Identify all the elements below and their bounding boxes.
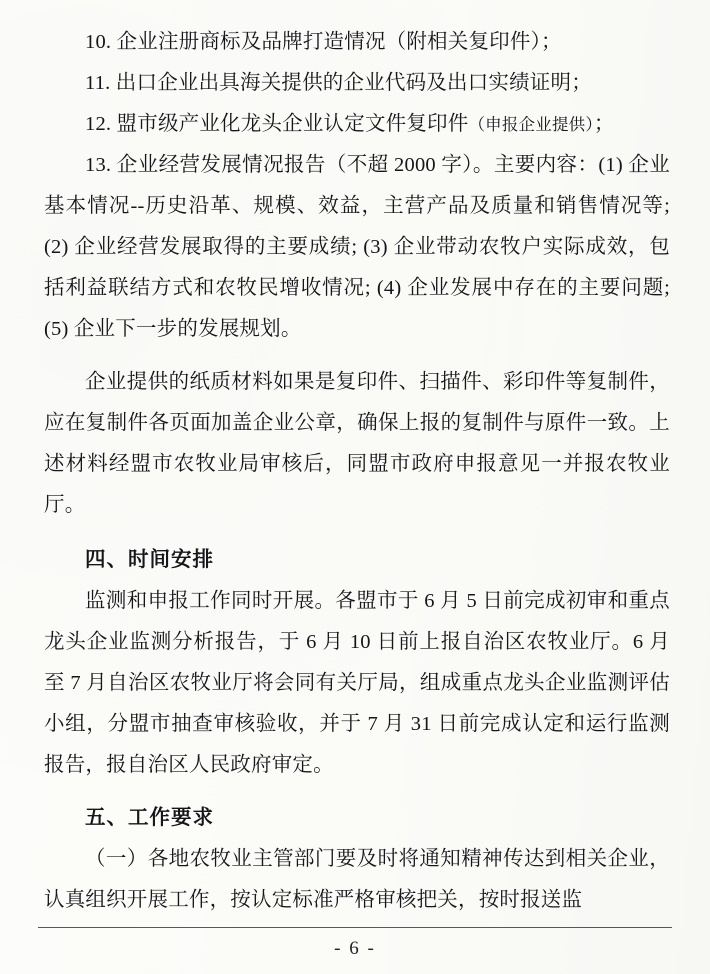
spacer [44,786,670,798]
spacer [44,526,670,540]
list-item-suffix: ； [593,113,615,135]
list-item [44,104,670,145]
paragraph: （一）各地农牧业主管部门要及时将通知精神传达到相关企业，认真组织开展工作，按认定标准严格审核把关，按时报送监 [44,848,670,911]
list-item: 10. 企业注册商标及品牌打造情况（附相关复印件）； [85,31,562,53]
document-body [44,22,670,921]
section-heading-time-schedule: 四、时间安排 [85,549,214,571]
list-item-note: （申报企业提供） [468,115,594,134]
page-number: - 6 - [334,938,376,959]
footer-divider [38,927,672,928]
paragraph: 监测和申报工作同时开展。各盟市于 6 月 5 日前完成初审和重点龙头企业监测分析报告，于 6 月 10 日前上报自治区农牧业厅。6 月至 7 月自治区农牧业厅将会同有关厅局，组成重点龙头企业监测评估小组，分盟市抽查审核验收，并于 7 月 31 日前完成认定和运行监测报告，报自治区人民政府审定。 [44,590,670,776]
list-item: 13. 企业经营发展情况报告（不超 2000 字）。主要内容：(1) 企业基本情况--历史沿革、规模、效益，主营产品及质量和销售情况等; (2) 企业经营发展取得的主要成绩; (3) 企业带动农牧户实际成效，包括利益联结方式和农牧民增收情况; (4) 企业发展中存在的主要问题; (5) 企业下一步的发展规划。 [44,154,670,340]
paragraph: 企业提供的纸质材料如果是复印件、扫描件、彩印件等复制件，应在复制件各页面加盖企业公章，确保上报的复制件与原件一致。上述材料经盟市农牧业局审核后，同盟市政府申报意见一并报农牧业厅。 [44,371,670,516]
list-item-prefix: 12. 盟市级产业化龙头企业认定文件复印件 [85,113,469,135]
page-footer [0,938,710,960]
list-item [44,63,670,104]
spacer [44,350,670,362]
section-heading-work-requirements: 五、工作要求 [85,807,214,829]
list-item-text: 11. 出口企业出具海关提供的企业代码及出口实绩证明； [85,72,592,94]
